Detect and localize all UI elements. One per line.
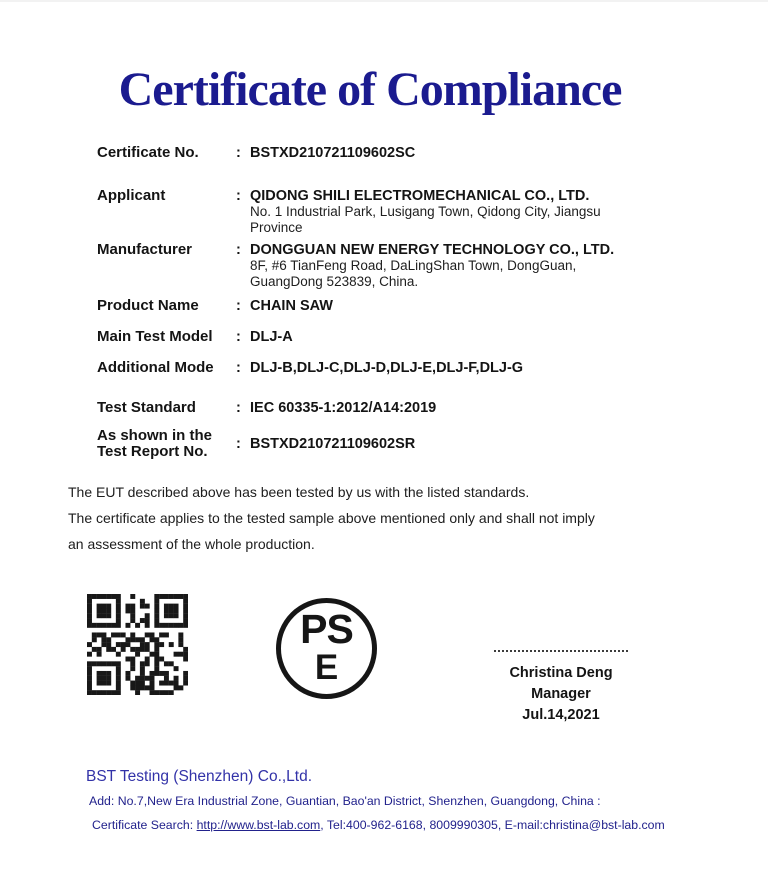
certificate-search-link[interactable]: http://www.bst-lab.com [196, 818, 321, 832]
signature-dotted-line [494, 650, 628, 652]
signature-date: Jul.14,2021 [522, 707, 600, 723]
signatory-name: Christina Deng [509, 665, 613, 681]
test-report-label-line1: As shown in the [97, 427, 213, 444]
test-report-value: BSTXD210721109602SR [250, 436, 416, 452]
footer-address: Add: No.7,New Era Industrial Zone, Guantian, Bao'an District, Shenzhen, Guangdong, China : [89, 794, 601, 808]
manufacturer-label: Manufacturer [97, 241, 193, 258]
applicant-name: QIDONG SHILI ELECTROMECHANICAL CO., LTD. [250, 188, 590, 204]
applicant-label: Applicant [97, 187, 166, 204]
additional-mode-value: DLJ-B,DLJ-C,DLJ-D,DLJ-E,DLJ-F,DLJ-G [250, 360, 524, 376]
product-name-value: CHAIN SAW [250, 298, 333, 314]
product-name-label: Product Name [97, 297, 199, 314]
field-colon: : [236, 400, 241, 416]
pse-mark-icon [276, 598, 377, 699]
page-title: Certificate of Compliance [118, 63, 622, 116]
field-colon: : [236, 436, 241, 452]
field-colon: : [236, 242, 241, 258]
applicant-value [250, 188, 730, 236]
manufacturer-name: DONGGUAN NEW ENERGY TECHNOLOGY CO., LTD. [250, 242, 615, 258]
footer-contact-info: , Tel:400-962-6168, 8009990305, E-mail:christina@bst-lab.com [320, 818, 665, 832]
field-colon: : [236, 329, 241, 345]
statement-line1: The EUT described above has been tested by us with the listed standards. [68, 484, 530, 500]
footer-certificate-search [92, 818, 665, 832]
certificate-search-label: Certificate Search: [92, 818, 197, 832]
test-standard-label: Test Standard [97, 399, 196, 416]
qr-code-icon [87, 594, 188, 695]
test-report-label-line2: Test Report No. [97, 443, 208, 460]
pse-mark-top-text: PS [300, 606, 353, 652]
statement-line3: an assessment of the whole production. [68, 536, 315, 552]
test-standard-value: IEC 60335-1:2012/A14:2019 [250, 400, 437, 416]
applicant-address-line1: No. 1 Industrial Park, Lusigang Town, Qidong City, Jiangsu [250, 204, 601, 219]
field-colon: : [236, 298, 241, 314]
applicant-address-line2: Province [250, 220, 303, 235]
certificate-no-label: Certificate No. [97, 144, 199, 161]
main-test-model-value: DLJ-A [250, 329, 293, 345]
signatory-title: Manager [531, 686, 591, 702]
field-colon: : [236, 360, 241, 376]
manufacturer-address-line1: 8F, #6 TianFeng Road, DaLingShan Town, DongGuan, [250, 258, 577, 273]
manufacturer-value [250, 242, 730, 290]
pse-mark-bottom-text: E [314, 648, 339, 687]
signature-block [470, 650, 652, 726]
footer-company-name: BST Testing (Shenzhen) Co.,Ltd. [86, 768, 313, 785]
statement-line2: The certificate applies to the tested sample above mentioned only and shall not imply [68, 510, 595, 526]
field-colon: : [236, 145, 241, 161]
manufacturer-address-line2: GuangDong 523839, China. [250, 274, 419, 289]
field-colon: : [236, 188, 241, 204]
test-report-label [97, 428, 232, 460]
additional-mode-label: Additional Mode [97, 359, 214, 376]
main-test-model-label: Main Test Model [97, 328, 213, 345]
statement-paragraph [68, 479, 728, 557]
certificate-no-value: BSTXD210721109602SC [250, 145, 416, 161]
